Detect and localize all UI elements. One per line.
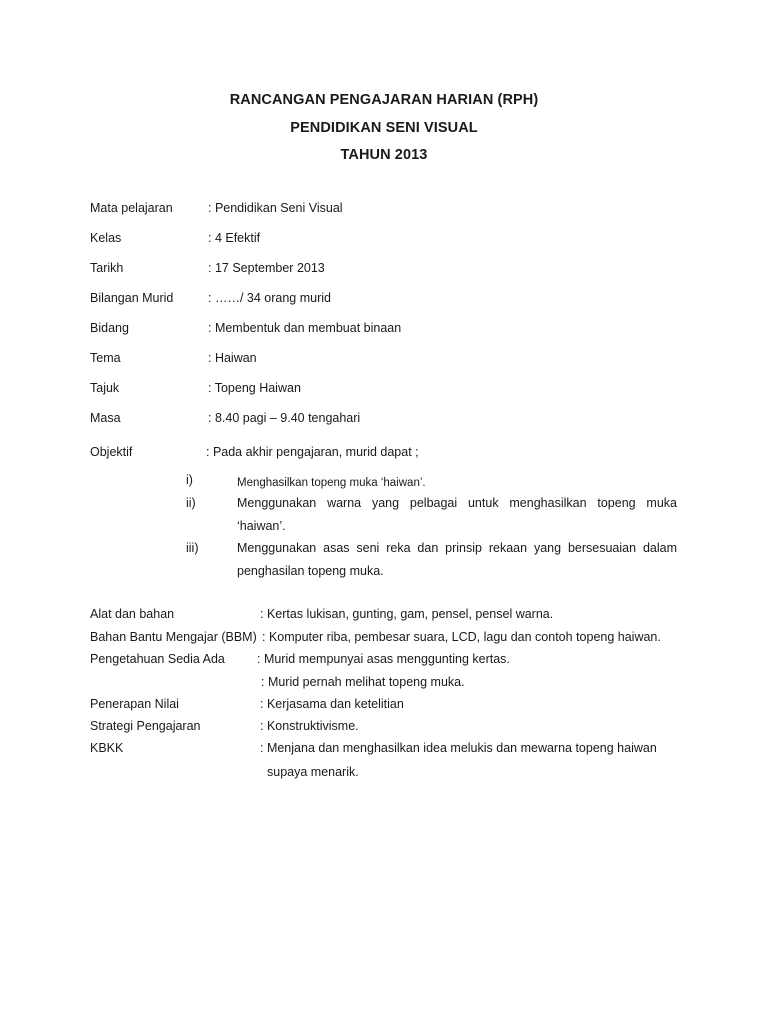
document-title: RANCANGAN PENGAJARAN HARIAN (RPH) <box>229 92 539 108</box>
objektif-label: Objektif <box>90 445 133 459</box>
detail-value-continuation: supaya menarik. <box>267 765 359 779</box>
info-value: : Haiwan <box>208 351 257 365</box>
objektif-item-text: Menggunakan asas seni reka dan prinsip rekaan yang bersesuaian dalam penghasilan topeng muka. <box>237 541 677 578</box>
detail-label: Bahan Bantu Mengajar (BBM) <box>90 630 257 644</box>
objektif-intro: : Pada akhir pengajaran, murid dapat ; <box>206 445 419 459</box>
detail-value: : Menjana dan menghasilkan idea melukis dan mewarna topeng haiwan <box>260 741 657 755</box>
info-label: Bilangan Murid <box>90 291 174 305</box>
detail-value: : Komputer riba, pembesar suara, LCD, lagu dan contoh topeng haiwan. <box>262 630 661 644</box>
info-label: Mata pelajaran <box>90 201 173 215</box>
objektif-item-number: i) <box>186 473 193 487</box>
info-value: : ……/ 34 orang murid <box>208 291 331 305</box>
info-label: Tajuk <box>90 381 120 395</box>
objektif-item-number: iii) <box>186 541 199 555</box>
objektif-item-number: ii) <box>186 496 196 510</box>
info-label: Tarikh <box>90 261 124 275</box>
document-year: TAHUN 2013 <box>340 147 428 163</box>
info-value: : Pendidikan Seni Visual <box>208 201 343 215</box>
detail-value-continuation: : Murid pernah melihat topeng muka. <box>261 675 465 689</box>
detail-value: : Murid mempunyai asas menggunting kertas. <box>257 652 510 666</box>
detail-label: KBKK <box>90 741 124 755</box>
detail-value: : Kertas lukisan, gunting, gam, pensel, pensel warna. <box>260 607 554 621</box>
info-label: Bidang <box>90 321 129 335</box>
info-value: : 8.40 pagi – 9.40 tengahari <box>208 411 361 425</box>
objektif-item-text: Menggunakan warna yang pelbagai untuk menghasilkan topeng muka ‘haiwan’. <box>237 496 677 533</box>
info-label: Tema <box>90 351 121 365</box>
detail-label: Pengetahuan Sedia Ada <box>90 652 225 666</box>
document-subject: PENDIDIKAN SENI VISUAL <box>290 120 478 136</box>
detail-value: : Konstruktivisme. <box>260 719 359 733</box>
info-value: : Topeng Haiwan <box>208 381 301 395</box>
objektif-item-text: Menghasilkan topeng muka ‘haiwan’. <box>237 477 426 489</box>
detail-value: : Kerjasama dan ketelitian <box>260 697 404 711</box>
detail-label: Penerapan Nilai <box>90 697 179 711</box>
detail-label: Alat dan bahan <box>90 607 175 621</box>
detail-label: Strategi Pengajaran <box>90 719 201 733</box>
info-label: Kelas <box>90 231 122 245</box>
info-label: Masa <box>90 411 121 425</box>
info-value: : 4 Efektif <box>208 231 261 245</box>
info-value: : Membentuk dan membuat binaan <box>208 321 402 335</box>
info-value: : 17 September 2013 <box>208 261 325 275</box>
